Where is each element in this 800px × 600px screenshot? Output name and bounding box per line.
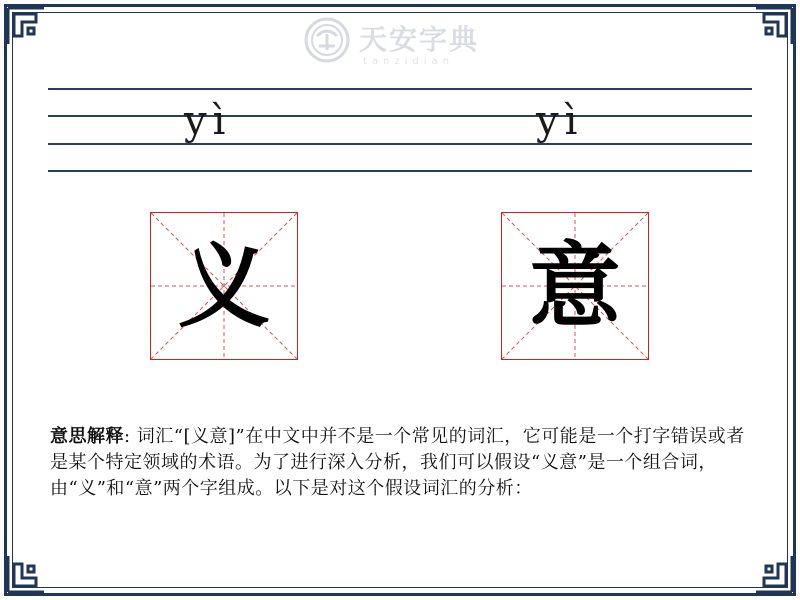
corner-ornament-icon (6, 6, 46, 46)
logo-badge-icon (303, 16, 351, 64)
meaning-paragraph (50, 424, 752, 502)
logo-name: 天安字典 (359, 23, 480, 56)
character-grid-2 (501, 212, 649, 360)
pinyin-2: yì (536, 98, 584, 144)
corner-ornament-icon (754, 6, 794, 46)
corner-ornament-icon (754, 554, 794, 594)
character-grid-1 (150, 212, 298, 360)
logo-subtitle: tanzidian (363, 56, 455, 67)
meaning-text: : 词汇“[义意]”在中文中并不是一个常见的词汇，它可能是一个打字错误或者是某个特定领域的术语。为了进行深入分析，我们可以假设“义意”是一个组合词，由“义”和“意”两个字组成。以下是对这个假设词汇的分析： (50, 426, 745, 499)
site-logo (303, 14, 503, 70)
pinyin-ruled-lines (48, 88, 752, 172)
pinyin-1: yì (184, 98, 232, 144)
character-2: 意 (528, 232, 621, 340)
meaning-label: 意思解释 (50, 426, 124, 447)
corner-ornament-icon (6, 554, 46, 594)
character-1: 义 (177, 232, 270, 340)
